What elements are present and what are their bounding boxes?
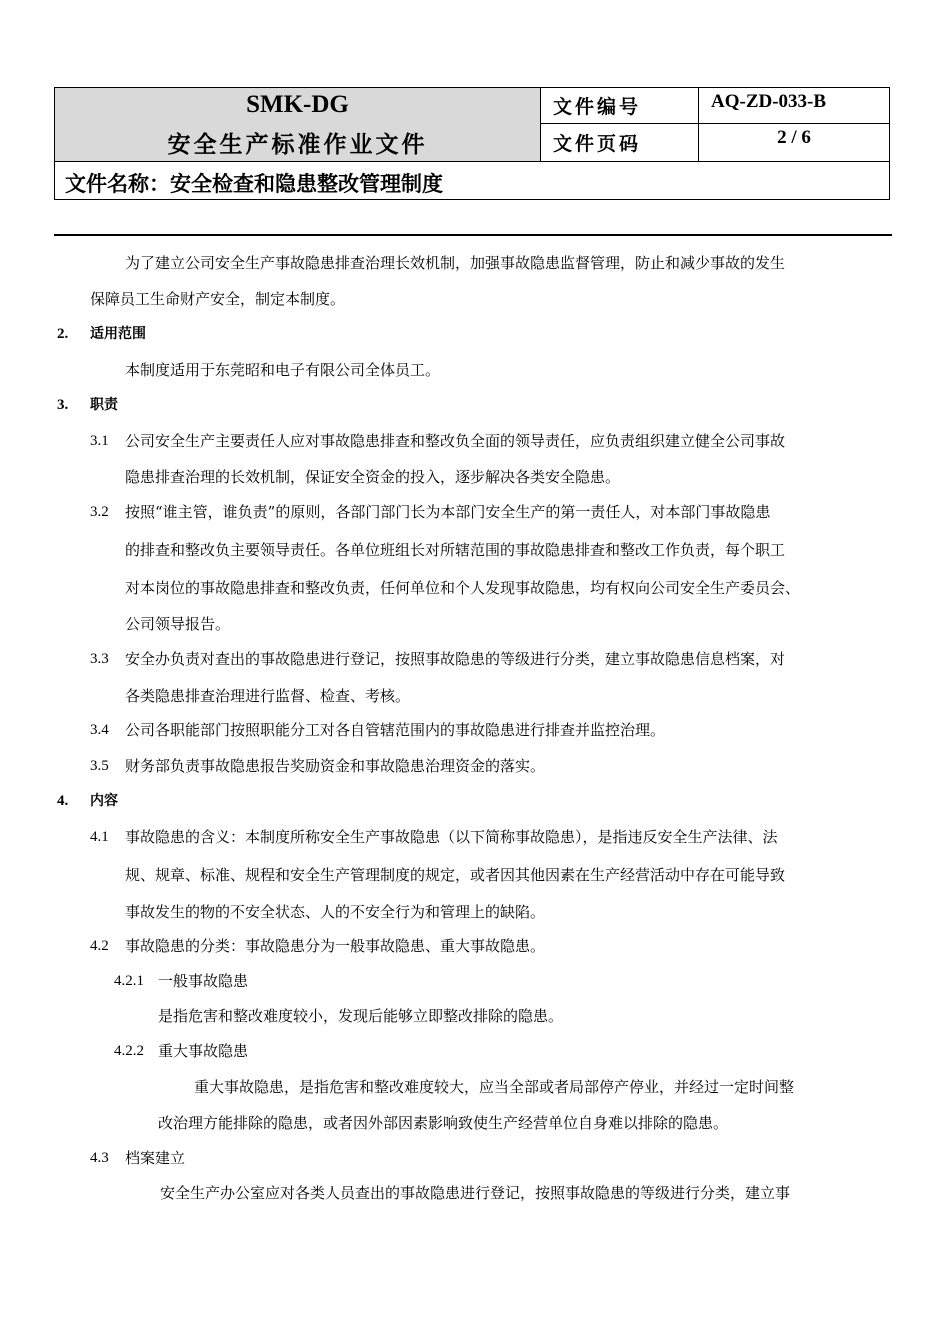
header-title-cell xyxy=(55,88,541,161)
header-divider xyxy=(54,234,892,236)
page-value: 2 / 6 xyxy=(777,127,811,148)
doc-number-label: 文件编号 xyxy=(541,88,699,124)
item-3-1-line: 隐患排查治理的长效机制，保证安全资金的投入，逐步解决各类安全隐患。 xyxy=(125,468,621,486)
item-4-2-2-line: 重大事故隐患，是指危害和整改难度较大，应当全部或者局部停产停业，并经过一定时间整 xyxy=(194,1078,795,1096)
item-3-4-line: 公司各职能部门按照职能分工对各自管辖范围内的事故隐患进行排查并监控治理。 xyxy=(125,721,666,739)
item-3-3-line: 各类隐患排查治理进行监督、检查、考核。 xyxy=(125,687,411,705)
section-3-title: 职责 xyxy=(90,397,118,413)
item-4-2-1-number: 4.2.1 xyxy=(114,973,144,989)
intro-line-1: 为了建立公司安全生产事故隐患排查治理长效机制，加强事故隐患监督管理，防止和减少事故的发生 xyxy=(125,254,786,272)
section-2-title: 适用范围 xyxy=(90,326,146,342)
company-code: SMK-DG xyxy=(246,91,349,118)
item-3-1-number: 3.1 xyxy=(90,433,109,449)
section-2-text: 本制度适用于东莞昭和电子有限公司全体员工。 xyxy=(125,361,441,379)
page-label: 文件页码 xyxy=(541,124,699,161)
item-3-2-line: 按照“谁主管，谁负责”的原则，各部门部门长为本部门安全生产的第一责任人，对本部门事故隐患 xyxy=(125,503,771,521)
item-3-3-number: 3.3 xyxy=(90,651,109,667)
item-4-2-text: 事故隐患的分类：事故隐患分为一般事故隐患、重大事故隐患。 xyxy=(125,937,546,955)
item-4-2-2-line: 改治理方能排除的隐患，或者因外部因素影响致使生产经营单位自身难以排除的隐患。 xyxy=(158,1114,729,1132)
item-3-2-line: 公司领导报告。 xyxy=(125,615,231,633)
item-4-1-line: 事故隐患的含义：本制度所称安全生产事故隐患（以下简称事故隐患），是指违反安全生产法律、法 xyxy=(125,828,778,846)
item-4-3-text: 安全生产办公室应对各类人员查出的事故隐患进行登记，按照事故隐患的等级进行分类，建立事 xyxy=(160,1184,791,1202)
header-top-row xyxy=(55,88,889,162)
item-4-2-2-title: 重大事故隐患 xyxy=(158,1042,249,1060)
item-4-1-line: 规、规章、标准、规程和安全生产管理制度的规定，或者因其他因素在生产经营活动中存在可能导致 xyxy=(125,866,786,884)
item-3-3-line: 安全办负责对查出的事故隐患进行登记，按照事故隐患的等级进行分类，建立事故隐患信息档案，对 xyxy=(125,650,786,668)
item-4-2-2-number: 4.2.2 xyxy=(114,1043,144,1059)
item-3-4-number: 3.4 xyxy=(90,722,109,738)
item-4-2-number: 4.2 xyxy=(90,938,109,954)
item-4-3-title: 档案建立 xyxy=(125,1149,186,1167)
file-name-line: 文件名称：安全检查和隐患整改管理制度 xyxy=(65,171,443,196)
item-4-2-1-text: 是指危害和整改难度较小，发现后能够立即整改排除的隐患。 xyxy=(158,1007,564,1025)
doc-type-title: 安全生产标准作业文件 xyxy=(167,131,428,158)
item-3-5-line: 财务部负责事故隐患报告奖励资金和事故隐患治理资金的落实。 xyxy=(125,757,546,775)
item-3-5-number: 3.5 xyxy=(90,758,109,774)
section-3-number: 3. xyxy=(57,397,69,413)
item-3-2-number: 3.2 xyxy=(90,504,109,520)
item-4-1-line: 事故发生的物的不安全状态、人的不安全行为和管理上的缺陷。 xyxy=(125,903,546,921)
item-3-2-line: 对本岗位的事故隐患排查和整改负责，任何单位和个人发现事故隐患，均有权向公司安全生产委员会、 xyxy=(125,579,801,597)
section-4-title: 内容 xyxy=(90,793,118,809)
section-2-number: 2. xyxy=(57,326,69,342)
item-4-2-1-title: 一般事故隐患 xyxy=(158,972,249,990)
item-4-1-number: 4.1 xyxy=(90,829,109,845)
doc-number-value: AQ-ZD-033-B xyxy=(699,88,889,124)
item-4-3-number: 4.3 xyxy=(90,1150,109,1166)
item-3-2-line: 的排查和整改负主要领导责任。各单位班组长对所辖范围的事故隐患排查和整改工作负责，每个职工 xyxy=(125,541,786,559)
intro-line-2: 保障员工生命财产安全，制定本制度。 xyxy=(90,290,346,308)
item-3-1-line: 公司安全生产主要责任人应对事故隐患排查和整改负全面的领导责任，应负责组织建立健全公司事故 xyxy=(125,432,786,450)
section-4-number: 4. xyxy=(57,793,69,809)
document-header xyxy=(54,87,890,200)
